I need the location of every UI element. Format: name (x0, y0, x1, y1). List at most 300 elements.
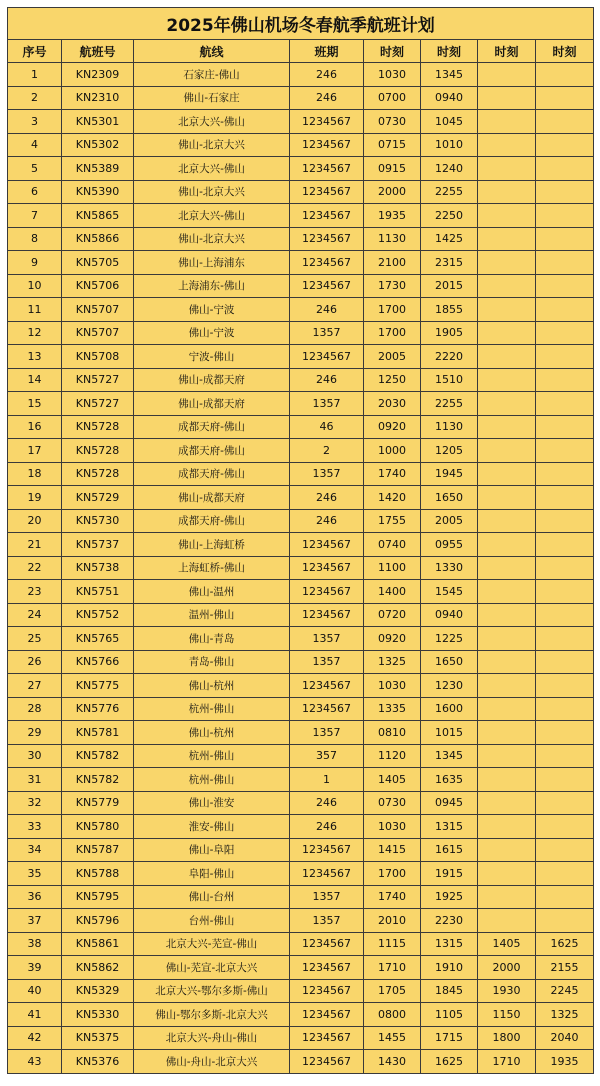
cell-time-2: 1845 (421, 979, 478, 1003)
cell-index: 20 (8, 509, 62, 533)
cell-schedule-days: 1234567 (290, 1003, 364, 1027)
cell-index: 22 (8, 556, 62, 580)
cell-schedule-days: 46 (290, 415, 364, 439)
cell-time-1: 1420 (364, 486, 421, 510)
cell-time-4: 1625 (536, 932, 594, 956)
cell-time-2: 2255 (421, 392, 478, 416)
cell-index: 7 (8, 204, 62, 228)
cell-time-1: 1455 (364, 1026, 421, 1050)
flight-schedule-sheet (7, 7, 593, 1074)
cell-time-2: 1225 (421, 627, 478, 651)
cell-time-2: 1010 (421, 133, 478, 157)
cell-flight-number: KN5865 (62, 204, 134, 228)
cell-time-4 (536, 862, 594, 886)
table-row (8, 909, 594, 933)
cell-schedule-days: 1234567 (290, 180, 364, 204)
cell-flight-number: KN5781 (62, 721, 134, 745)
cell-index: 17 (8, 439, 62, 463)
cell-route: 佛山-成都天府 (134, 368, 290, 392)
cell-time-2: 1615 (421, 838, 478, 862)
cell-schedule-days: 1234567 (290, 157, 364, 181)
table-row (8, 697, 594, 721)
cell-route: 上海虹桥-佛山 (134, 556, 290, 580)
cell-index: 27 (8, 674, 62, 698)
cell-time-1: 1700 (364, 298, 421, 322)
cell-schedule-days: 1234567 (290, 251, 364, 275)
cell-time-4 (536, 204, 594, 228)
cell-schedule-days: 1357 (290, 627, 364, 651)
table-row (8, 932, 594, 956)
cell-schedule-days: 1357 (290, 321, 364, 345)
cell-time-1: 1250 (364, 368, 421, 392)
cell-schedule-days: 246 (290, 815, 364, 839)
table-row (8, 862, 594, 886)
table-row (8, 815, 594, 839)
cell-time-1: 1755 (364, 509, 421, 533)
cell-schedule-days: 246 (290, 509, 364, 533)
cell-time-3 (478, 862, 536, 886)
cell-time-2: 1925 (421, 885, 478, 909)
cell-time-1: 0720 (364, 603, 421, 627)
cell-flight-number: KN5728 (62, 415, 134, 439)
cell-time-2: 1715 (421, 1026, 478, 1050)
cell-schedule-days: 1234567 (290, 603, 364, 627)
cell-index: 37 (8, 909, 62, 933)
cell-route: 佛山-成都天府 (134, 392, 290, 416)
cell-time-1: 2005 (364, 345, 421, 369)
cell-time-3: 1800 (478, 1026, 536, 1050)
cell-index: 13 (8, 345, 62, 369)
cell-index: 39 (8, 956, 62, 980)
cell-time-4 (536, 533, 594, 557)
table-row (8, 486, 594, 510)
cell-schedule-days: 1234567 (290, 580, 364, 604)
cell-schedule-days: 1357 (290, 721, 364, 745)
cell-time-2: 1345 (421, 63, 478, 87)
table-row (8, 1003, 594, 1027)
cell-time-3 (478, 133, 536, 157)
cell-time-1: 0920 (364, 627, 421, 651)
cell-time-2: 2315 (421, 251, 478, 275)
cell-route: 阜阳-佛山 (134, 862, 290, 886)
table-row (8, 885, 594, 909)
table-row (8, 204, 594, 228)
cell-index: 31 (8, 768, 62, 792)
cell-time-4: 2245 (536, 979, 594, 1003)
cell-schedule-days: 1234567 (290, 274, 364, 298)
cell-time-1: 1740 (364, 885, 421, 909)
cell-time-1: 2030 (364, 392, 421, 416)
cell-time-1: 1325 (364, 650, 421, 674)
cell-time-4 (536, 580, 594, 604)
cell-schedule-days: 1234567 (290, 1026, 364, 1050)
cell-schedule-days: 1 (290, 768, 364, 792)
cell-time-1: 2100 (364, 251, 421, 275)
cell-time-4 (536, 439, 594, 463)
cell-route: 北京大兴-佛山 (134, 110, 290, 134)
cell-flight-number: KN5329 (62, 979, 134, 1003)
cell-index: 40 (8, 979, 62, 1003)
cell-time-2: 1650 (421, 486, 478, 510)
cell-time-1: 0730 (364, 791, 421, 815)
cell-route: 佛山-青岛 (134, 627, 290, 651)
table-row (8, 650, 594, 674)
table-row (8, 63, 594, 87)
cell-index: 38 (8, 932, 62, 956)
cell-time-3 (478, 345, 536, 369)
table-row (8, 392, 594, 416)
table-row (8, 227, 594, 251)
cell-time-4: 2040 (536, 1026, 594, 1050)
cell-time-4 (536, 791, 594, 815)
cell-time-2: 1015 (421, 721, 478, 745)
cell-time-1: 2010 (364, 909, 421, 933)
cell-time-4 (536, 909, 594, 933)
cell-time-1: 1130 (364, 227, 421, 251)
cell-time-4 (536, 180, 594, 204)
cell-schedule-days: 1234567 (290, 956, 364, 980)
cell-schedule-days: 2 (290, 439, 364, 463)
cell-time-3 (478, 580, 536, 604)
cell-time-4 (536, 392, 594, 416)
cell-flight-number: KN5795 (62, 885, 134, 909)
cell-time-1: 1115 (364, 932, 421, 956)
table-row (8, 321, 594, 345)
table-row (8, 298, 594, 322)
table-row (8, 368, 594, 392)
cell-route: 佛山-北京大兴 (134, 227, 290, 251)
cell-route: 成都天府-佛山 (134, 462, 290, 486)
cell-schedule-days: 1234567 (290, 697, 364, 721)
cell-time-3 (478, 768, 536, 792)
cell-time-4 (536, 86, 594, 110)
cell-route: 佛山-宁波 (134, 321, 290, 345)
cell-time-2: 1945 (421, 462, 478, 486)
cell-index: 23 (8, 580, 62, 604)
cell-time-4 (536, 838, 594, 862)
cell-time-4 (536, 697, 594, 721)
cell-time-4 (536, 321, 594, 345)
cell-time-1: 1935 (364, 204, 421, 228)
cell-time-3 (478, 486, 536, 510)
cell-route: 佛山-阜阳 (134, 838, 290, 862)
cell-flight-number: KN5737 (62, 533, 134, 557)
cell-flight-number: KN5776 (62, 697, 134, 721)
cell-flight-number: KN5766 (62, 650, 134, 674)
cell-schedule-days: 1234567 (290, 204, 364, 228)
cell-time-2: 1625 (421, 1050, 478, 1074)
table-row (8, 603, 594, 627)
cell-time-1: 1335 (364, 697, 421, 721)
cell-time-3 (478, 415, 536, 439)
cell-time-4 (536, 509, 594, 533)
cell-time-3 (478, 697, 536, 721)
cell-route: 淮安-佛山 (134, 815, 290, 839)
cell-time-3 (478, 321, 536, 345)
cell-time-3: 1150 (478, 1003, 536, 1027)
cell-time-2: 2230 (421, 909, 478, 933)
header-index: 序号 (8, 40, 62, 63)
cell-route: 台州-佛山 (134, 909, 290, 933)
cell-time-3 (478, 251, 536, 275)
cell-index: 18 (8, 462, 62, 486)
table-row (8, 251, 594, 275)
cell-route: 佛山-宁波 (134, 298, 290, 322)
cell-route: 佛山-北京大兴 (134, 180, 290, 204)
cell-time-3 (478, 556, 536, 580)
cell-time-2: 1130 (421, 415, 478, 439)
cell-time-1: 1120 (364, 744, 421, 768)
cell-index: 26 (8, 650, 62, 674)
cell-time-4 (536, 627, 594, 651)
cell-time-4 (536, 768, 594, 792)
header-time-1: 时刻 (364, 40, 421, 63)
cell-time-4 (536, 885, 594, 909)
table-row (8, 721, 594, 745)
cell-time-2: 1240 (421, 157, 478, 181)
cell-flight-number: KN5729 (62, 486, 134, 510)
cell-flight-number: KN5728 (62, 462, 134, 486)
header-flight-number: 航班号 (62, 40, 134, 63)
cell-route: 佛山-杭州 (134, 674, 290, 698)
cell-time-2: 1635 (421, 768, 478, 792)
table-row (8, 345, 594, 369)
cell-time-2: 1600 (421, 697, 478, 721)
cell-time-2: 0940 (421, 86, 478, 110)
cell-schedule-days: 1234567 (290, 838, 364, 862)
cell-schedule-days: 1234567 (290, 227, 364, 251)
cell-time-4 (536, 603, 594, 627)
cell-route: 佛山-鄂尔多斯-北京大兴 (134, 1003, 290, 1027)
table-row (8, 157, 594, 181)
cell-time-4 (536, 133, 594, 157)
cell-time-4 (536, 368, 594, 392)
cell-time-4 (536, 63, 594, 87)
cell-time-3 (478, 227, 536, 251)
cell-time-3: 2000 (478, 956, 536, 980)
cell-schedule-days: 1234567 (290, 556, 364, 580)
cell-time-3 (478, 838, 536, 862)
cell-route: 宁波-佛山 (134, 345, 290, 369)
table-row (8, 274, 594, 298)
cell-route: 佛山-成都天府 (134, 486, 290, 510)
cell-route: 佛山-上海虹桥 (134, 533, 290, 557)
table-row (8, 462, 594, 486)
table-row (8, 133, 594, 157)
cell-schedule-days: 1357 (290, 909, 364, 933)
cell-flight-number: KN5738 (62, 556, 134, 580)
cell-index: 41 (8, 1003, 62, 1027)
cell-time-2: 2255 (421, 180, 478, 204)
cell-time-4: 1325 (536, 1003, 594, 1027)
cell-route: 佛山-台州 (134, 885, 290, 909)
cell-time-2: 1425 (421, 227, 478, 251)
cell-time-1: 1705 (364, 979, 421, 1003)
table-row (8, 86, 594, 110)
cell-time-3 (478, 509, 536, 533)
cell-flight-number: KN5796 (62, 909, 134, 933)
header-time-4: 时刻 (536, 40, 594, 63)
cell-schedule-days: 1234567 (290, 110, 364, 134)
cell-time-4 (536, 274, 594, 298)
cell-flight-number: KN2309 (62, 63, 134, 87)
table-row (8, 768, 594, 792)
cell-time-2: 1345 (421, 744, 478, 768)
cell-route: 青岛-佛山 (134, 650, 290, 674)
cell-flight-number: KN5330 (62, 1003, 134, 1027)
cell-index: 2 (8, 86, 62, 110)
cell-index: 43 (8, 1050, 62, 1074)
cell-time-1: 0700 (364, 86, 421, 110)
cell-time-3 (478, 86, 536, 110)
cell-flight-number: KN5752 (62, 603, 134, 627)
cell-index: 42 (8, 1026, 62, 1050)
cell-schedule-days: 1357 (290, 650, 364, 674)
table-row (8, 956, 594, 980)
cell-schedule-days: 246 (290, 86, 364, 110)
cell-schedule-days: 246 (290, 791, 364, 815)
cell-time-1: 0730 (364, 110, 421, 134)
cell-time-1: 1710 (364, 956, 421, 980)
cell-flight-number: KN5780 (62, 815, 134, 839)
cell-time-3 (478, 744, 536, 768)
cell-route: 佛山-舟山-北京大兴 (134, 1050, 290, 1074)
cell-flight-number: KN5787 (62, 838, 134, 862)
cell-time-4 (536, 415, 594, 439)
cell-index: 15 (8, 392, 62, 416)
table-row (8, 439, 594, 463)
cell-route: 北京大兴-佛山 (134, 204, 290, 228)
cell-time-2: 1315 (421, 932, 478, 956)
cell-index: 10 (8, 274, 62, 298)
cell-route: 佛山-芜宣-北京大兴 (134, 956, 290, 980)
cell-schedule-days: 357 (290, 744, 364, 768)
cell-time-4 (536, 227, 594, 251)
cell-time-1: 1400 (364, 580, 421, 604)
cell-index: 16 (8, 415, 62, 439)
cell-flight-number: KN5708 (62, 345, 134, 369)
cell-time-3 (478, 462, 536, 486)
page-title: 2025年佛山机场冬春航季航班计划 (8, 8, 594, 40)
cell-time-2: 1045 (421, 110, 478, 134)
cell-time-4 (536, 110, 594, 134)
cell-time-1: 2000 (364, 180, 421, 204)
cell-schedule-days: 246 (290, 63, 364, 87)
cell-time-3: 1405 (478, 932, 536, 956)
cell-flight-number: KN5302 (62, 133, 134, 157)
cell-time-2: 2220 (421, 345, 478, 369)
cell-route: 佛山-温州 (134, 580, 290, 604)
cell-route: 佛山-上海浦东 (134, 251, 290, 275)
cell-time-3: 1710 (478, 1050, 536, 1074)
cell-time-1: 1700 (364, 862, 421, 886)
cell-index: 34 (8, 838, 62, 862)
table-row (8, 744, 594, 768)
cell-time-3 (478, 298, 536, 322)
cell-index: 24 (8, 603, 62, 627)
cell-time-2: 1105 (421, 1003, 478, 1027)
cell-schedule-days: 1357 (290, 392, 364, 416)
header-row (8, 40, 594, 63)
cell-time-3 (478, 909, 536, 933)
cell-index: 36 (8, 885, 62, 909)
cell-schedule-days: 1234567 (290, 979, 364, 1003)
cell-time-1: 1430 (364, 1050, 421, 1074)
cell-time-1: 0715 (364, 133, 421, 157)
cell-time-3 (478, 674, 536, 698)
cell-time-2: 0945 (421, 791, 478, 815)
cell-flight-number: KN5707 (62, 321, 134, 345)
cell-time-4 (536, 462, 594, 486)
cell-route: 成都天府-佛山 (134, 415, 290, 439)
cell-time-1: 1405 (364, 768, 421, 792)
table-row (8, 580, 594, 604)
cell-time-1: 0920 (364, 415, 421, 439)
cell-schedule-days: 1234567 (290, 862, 364, 886)
cell-flight-number: KN5706 (62, 274, 134, 298)
cell-time-3 (478, 627, 536, 651)
cell-time-3 (478, 368, 536, 392)
cell-time-3 (478, 180, 536, 204)
cell-schedule-days: 246 (290, 368, 364, 392)
cell-index: 8 (8, 227, 62, 251)
cell-route: 北京大兴-佛山 (134, 157, 290, 181)
table-row (8, 556, 594, 580)
cell-schedule-days: 1234567 (290, 674, 364, 698)
cell-time-1: 1030 (364, 63, 421, 87)
cell-route: 成都天府-佛山 (134, 509, 290, 533)
cell-time-2: 1650 (421, 650, 478, 674)
cell-time-2: 1330 (421, 556, 478, 580)
cell-index: 5 (8, 157, 62, 181)
cell-time-4 (536, 345, 594, 369)
cell-route: 成都天府-佛山 (134, 439, 290, 463)
cell-time-1: 1030 (364, 815, 421, 839)
cell-time-1: 1415 (364, 838, 421, 862)
cell-time-3 (478, 885, 536, 909)
cell-flight-number: KN5782 (62, 744, 134, 768)
cell-time-1: 1740 (364, 462, 421, 486)
table-row (8, 1050, 594, 1074)
cell-time-3 (478, 204, 536, 228)
cell-time-1: 0800 (364, 1003, 421, 1027)
cell-flight-number: KN5788 (62, 862, 134, 886)
cell-index: 3 (8, 110, 62, 134)
cell-time-1: 0810 (364, 721, 421, 745)
cell-index: 6 (8, 180, 62, 204)
cell-index: 9 (8, 251, 62, 275)
cell-route: 杭州-佛山 (134, 697, 290, 721)
cell-index: 35 (8, 862, 62, 886)
table-row (8, 674, 594, 698)
cell-index: 30 (8, 744, 62, 768)
cell-time-2: 1855 (421, 298, 478, 322)
cell-index: 14 (8, 368, 62, 392)
cell-flight-number: KN5707 (62, 298, 134, 322)
cell-schedule-days: 1234567 (290, 1050, 364, 1074)
cell-time-2: 0955 (421, 533, 478, 557)
cell-time-3: 1930 (478, 979, 536, 1003)
table-row (8, 791, 594, 815)
cell-time-3 (478, 157, 536, 181)
header-route: 航线 (134, 40, 290, 63)
cell-time-4: 2155 (536, 956, 594, 980)
cell-index: 33 (8, 815, 62, 839)
header-time-3: 时刻 (478, 40, 536, 63)
cell-time-3 (478, 533, 536, 557)
cell-route: 杭州-佛山 (134, 768, 290, 792)
cell-time-4: 1935 (536, 1050, 594, 1074)
